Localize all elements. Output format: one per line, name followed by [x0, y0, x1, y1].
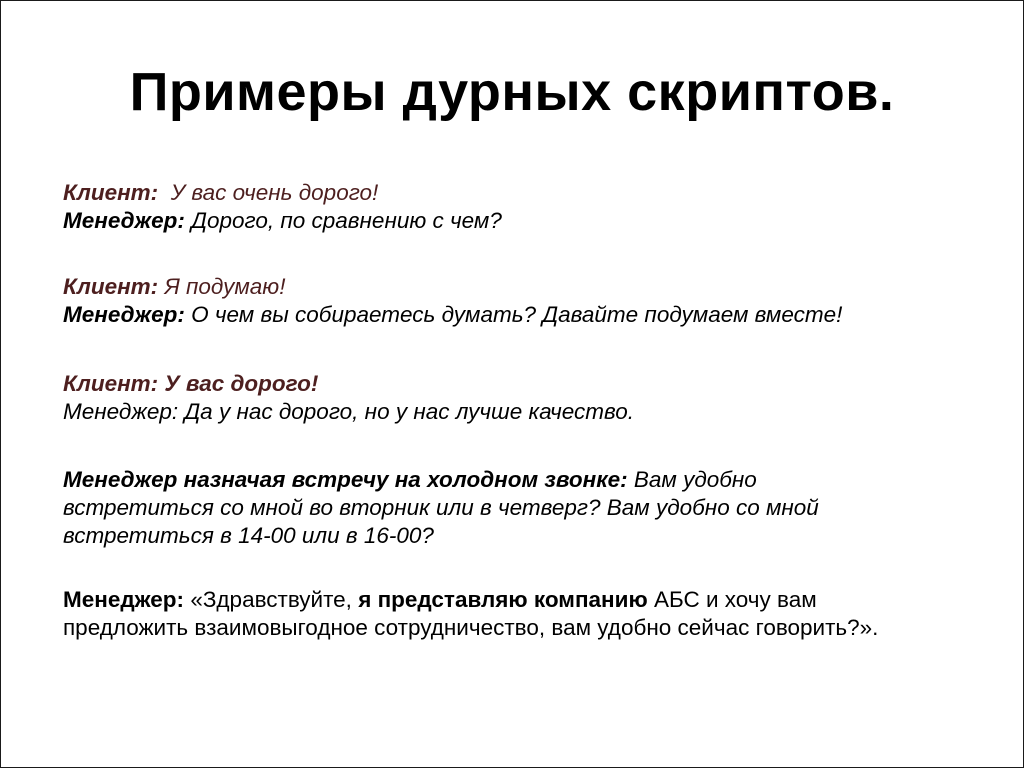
manager-text-part2: АБС и хочу вам — [653, 587, 817, 612]
slide-body — [63, 179, 973, 642]
manager-label: Менеджер назначая встречу на холодном звонке: — [63, 467, 628, 492]
dialog-3-client-line: Клиент: У вас дорого! — [63, 371, 319, 396]
manager-text-part1: «Здравствуйте, — [190, 587, 352, 612]
dialog-3-manager-line: Менеджер: Да у нас дорого, но у нас лучше качество. — [63, 399, 635, 424]
client-label: Клиент: — [63, 274, 159, 299]
manager-text: Вам удобно — [633, 467, 757, 492]
manager-text: Дорого, по сравнению с чем? — [191, 208, 502, 233]
slide-title: Примеры дурных скриптов. — [129, 62, 895, 122]
manager-label: Менеджер: — [63, 302, 185, 327]
dialog-4-line-2: встретиться со мной во вторник или в четверг? Вам удобно со мной — [63, 495, 819, 520]
dialog-1-client-line — [63, 179, 973, 207]
dialog-4-line-1 — [63, 466, 973, 494]
dialog-5-line-2: предложить взаимовыгодное сотрудничество, вам удобно сейчас говорить?». — [63, 615, 879, 640]
manager-text: О чем вы собираетесь думать? Давайте подумаем вместе! — [191, 302, 843, 327]
dialog-5-line-1 — [63, 586, 973, 614]
dialog-2-manager-line — [63, 301, 973, 329]
manager-text-bold: я представляю компанию — [358, 587, 648, 612]
client-label: Клиент: — [63, 180, 159, 205]
client-text: Я подумаю! — [164, 274, 286, 299]
manager-label: Менеджер: — [63, 208, 185, 233]
dialog-2-client-line — [63, 273, 973, 301]
dialog-1-manager-line — [63, 207, 973, 235]
dialog-4-line-3: встретиться в 14-00 или в 16-00? — [63, 523, 434, 548]
manager-label: Менеджер: — [63, 587, 185, 612]
client-text: У вас очень дорого! — [170, 180, 379, 205]
